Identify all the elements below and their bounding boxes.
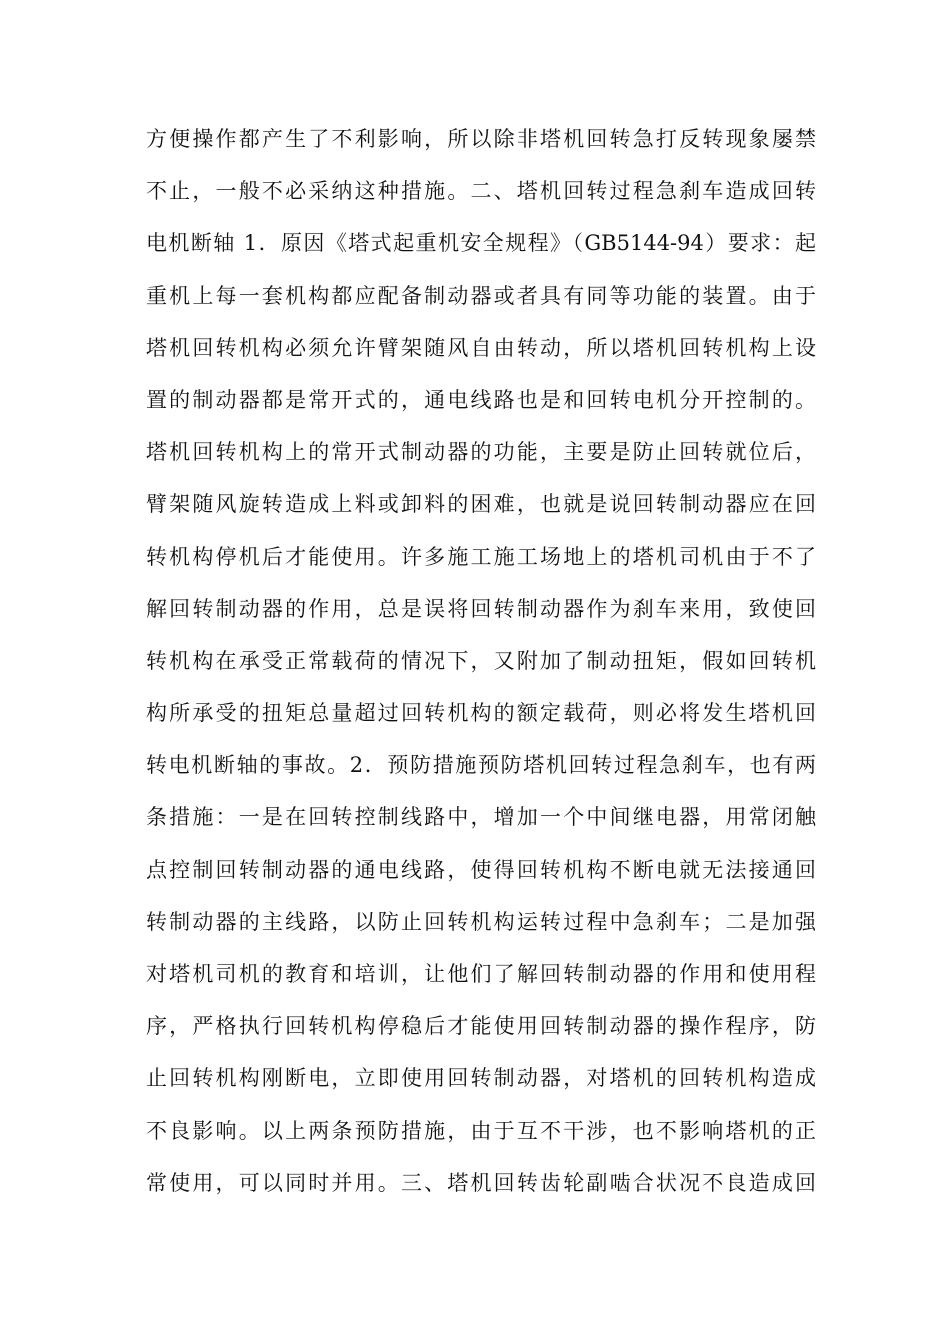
text-line: 序，严格执行回转机构停稳后才能使用回转制动器的操作程序，防 [146,1014,816,1039]
text-line: 构所承受的扭矩总量超过回转机构的额定载荷，则必将发生塔机回 [146,701,816,726]
text-line: 解回转制动器的作用，总是误将回转制动器作为刹车来用，致使回 [146,596,816,621]
text-line: 不止，一般不必采纳这种措施。二、塔机回转过程急刹车造成回转 [146,179,816,204]
body-text [146,113,816,1209]
text-line: 重机上每一套机构都应配备制动器或者具有同等功能的装置。由于 [146,283,816,308]
text-line: 塔机回转机构必须允许臂架随风自由转动，所以塔机回转机构上设 [146,335,816,360]
text-line: 条措施：一是在回转控制线路中，增加一个中间继电器，用常闭触 [146,805,816,830]
text-line: 止回转机构刚断电，立即使用回转制动器，对塔机的回转机构造成 [146,1066,816,1091]
text-line: 转机构停机后才能使用。许多施工施工场地上的塔机司机由于不了 [146,544,816,569]
text-line: 常使用，可以同时并用。三、塔机回转齿轮副啮合状况不良造成回 [146,1170,816,1195]
text-line: 电机断轴 1．原因《塔式起重机安全规程》（GB5144-94）要求：起 [146,231,816,256]
text-line: 转电机断轴的事故。2．预防措施预防塔机回转过程急刹车，也有两 [146,753,816,778]
text-line: 方便操作都产生了不利影响，所以除非塔机回转急打反转现象屡禁 [146,127,816,151]
text-line: 塔机回转机构上的常开式制动器的功能，主要是防止回转就位后， [146,440,816,465]
text-line: 转制动器的主线路，以防止回转机构运转过程中急刹车；二是加强 [146,909,816,934]
text-line: 转机构在承受正常载荷的情况下，又附加了制动扭矩，假如回转机 [146,648,816,673]
text-line: 臂架随风旋转造成上料或卸料的困难，也就是说回转制动器应在回 [146,492,816,517]
text-line: 置的制动器都是常开式的，通电线路也是和回转电机分开控制的。 [146,387,816,412]
text-line: 点控制回转制动器的通电线路，使得回转机构不断电就无法接通回 [146,857,816,882]
text-line: 不良影响。以上两条预防措施，由于互不干涉，也不影响塔机的正 [146,1118,816,1143]
text-line: 对塔机司机的教育和培训，让他们了解回转制动器的作用和使用程 [146,962,816,986]
